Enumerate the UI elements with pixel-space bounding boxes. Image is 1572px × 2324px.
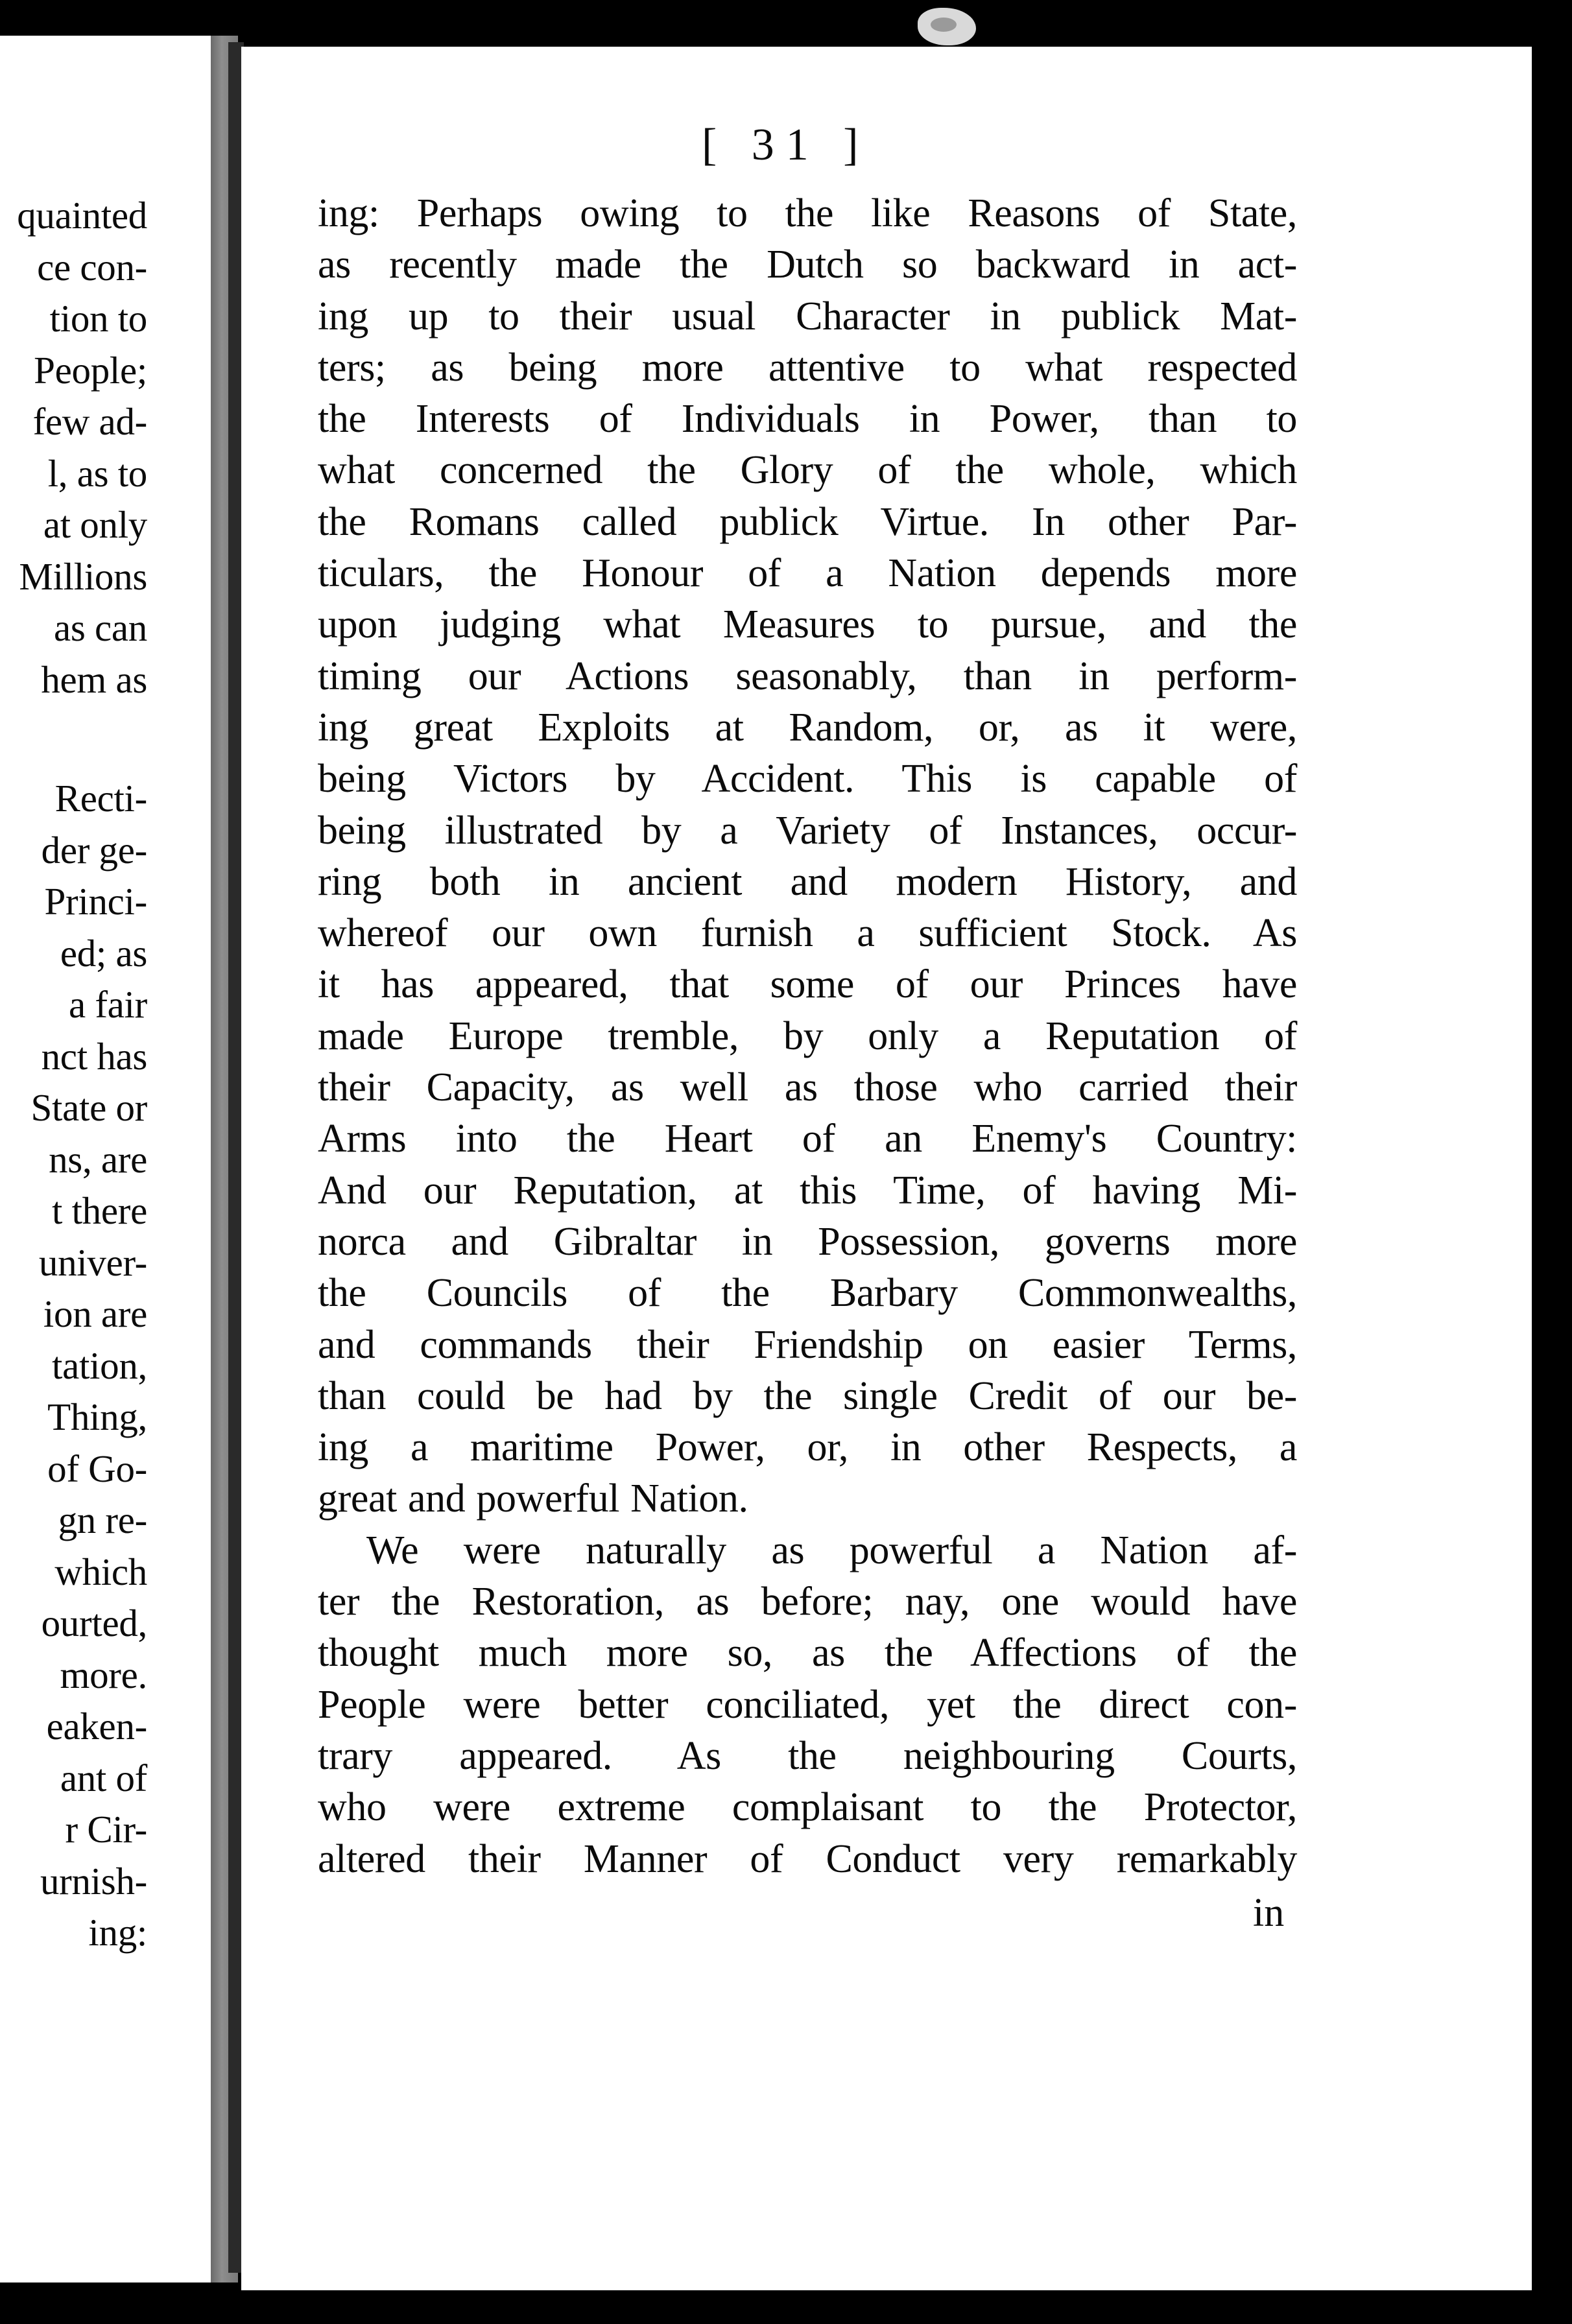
left-text-line: tation,: [51, 1344, 147, 1387]
left-text-line: few ad-: [32, 400, 147, 443]
left-text-line: eaken-: [46, 1705, 147, 1748]
left-text-line: a fair: [68, 983, 147, 1026]
left-text-line: ion are: [43, 1292, 147, 1335]
text-line: who were extreme complaisant to the Protector,: [318, 1785, 1297, 1830]
left-text-line: as can: [54, 606, 147, 649]
left-text-line: hem as: [41, 658, 147, 701]
text-line: ter the Restoration, as before; nay, one would have: [318, 1580, 1297, 1624]
text-line: made Europe tremble, by only a Reputation of: [318, 1014, 1297, 1058]
left-text-line: [17, 706, 147, 773]
left-text-line: Millions: [19, 554, 147, 598]
text-line: thought much more so, as the Affections of the: [318, 1631, 1297, 1676]
left-text-line: nct has: [41, 1034, 147, 1078]
text-line: and commands their Friendship on easier Terms,: [318, 1322, 1297, 1367]
text-line: the Interests of Individuals in Power, than to: [318, 397, 1297, 442]
left-text-line: urnish-: [40, 1859, 147, 1903]
left-text-line: t there: [52, 1189, 147, 1232]
left-text-line: State or: [30, 1086, 147, 1129]
text-line: their Capacity, as well as those who carried their: [318, 1065, 1297, 1110]
text-line: trary appeared. As the neighbouring Courts,: [318, 1733, 1297, 1778]
left-text-line: ourted,: [41, 1602, 147, 1644]
text-line: norca and Gibraltar in Possession, governs more: [318, 1219, 1297, 1264]
left-text-line: ce con-: [37, 245, 147, 289]
text-line: ters; as being more attentive to what respected: [318, 345, 1297, 390]
text-line: what concerned the Glory of the whole, which: [318, 448, 1297, 493]
text-line: altered their Manner of Conduct very remarkably: [318, 1836, 1297, 1881]
text-line: ing up to their usual Character in publick Mat-: [318, 294, 1297, 338]
text-line: than could be had by the single Credit of our be-: [318, 1373, 1297, 1418]
text-line: upon judging what Measures to pursue, and the: [318, 602, 1297, 647]
text-line: great and powerful Nation.: [318, 1476, 748, 1521]
left-text-line: which: [54, 1550, 147, 1593]
left-text-line: ed; as: [60, 931, 147, 975]
left-page-text: [17, 190, 147, 1959]
catchword: in: [1253, 1891, 1285, 1935]
text-line: ing a maritime Power, or, in other Respects, a: [318, 1425, 1297, 1470]
text-line: being Victors by Accident. This is capable of: [318, 757, 1297, 801]
left-page-fragment: [0, 36, 211, 2282]
left-text-line: Thing,: [47, 1395, 147, 1438]
left-text-line: ns, are: [49, 1137, 147, 1181]
left-text-line: ant of: [60, 1756, 147, 1799]
text-line: And our Reputation, at this Time, of having Mi-: [318, 1168, 1297, 1213]
left-text-line: Princi-: [44, 880, 147, 923]
left-text-line: der ge-: [41, 828, 147, 872]
text-line: We were naturally as powerful a Nation af-: [366, 1528, 1297, 1572]
left-text-line: quainted: [17, 194, 147, 237]
text-line: being illustrated by a Variety of Instances, occur-: [318, 808, 1297, 853]
left-text-line: l, as to: [47, 451, 147, 495]
left-text-line: Recti-: [54, 777, 147, 820]
text-line: ing: Perhaps owing to the like Reasons of State,: [318, 191, 1297, 235]
text-line: ing great Exploits at Random, or, as it were,: [318, 705, 1297, 750]
text-line: ticulars, the Honour of a Nation depends more: [318, 551, 1297, 596]
text-line: ring both in ancient and modern History, and: [318, 859, 1297, 904]
text-line: timing our Actions seasonably, than in perform-: [318, 654, 1297, 698]
left-text-line: People;: [34, 348, 147, 392]
text-line: as recently made the Dutch so backward in act-: [318, 243, 1297, 287]
body-text: [318, 188, 1297, 1885]
left-text-line: univer-: [38, 1240, 147, 1284]
text-line: whereof our own furnish a sufficient Stock. As: [318, 911, 1297, 956]
text-line: the Romans called publick Virtue. In other Par-: [318, 499, 1297, 544]
text-line: the Councils of the Barbary Commonwealths,: [318, 1271, 1297, 1316]
left-text-line: more.: [60, 1653, 147, 1696]
page-number: [ 31 ]: [702, 120, 870, 170]
left-text-line: r Cir-: [65, 1808, 147, 1851]
left-text-line: of Go-: [47, 1447, 147, 1490]
left-text-line: tion to: [49, 297, 147, 340]
text-line: it has appeared, that some of our Princes have: [318, 962, 1297, 1007]
text-line: People were better conciliated, yet the direct con-: [318, 1682, 1297, 1727]
text-line: Arms into the Heart of an Enemy's Country:: [318, 1117, 1297, 1161]
left-text-line: ing:: [88, 1911, 147, 1954]
left-text-line: gn re-: [58, 1499, 147, 1541]
left-text-line: at only: [43, 503, 147, 546]
right-page: [241, 47, 1532, 2290]
paper-damage-mark: [918, 8, 976, 45]
